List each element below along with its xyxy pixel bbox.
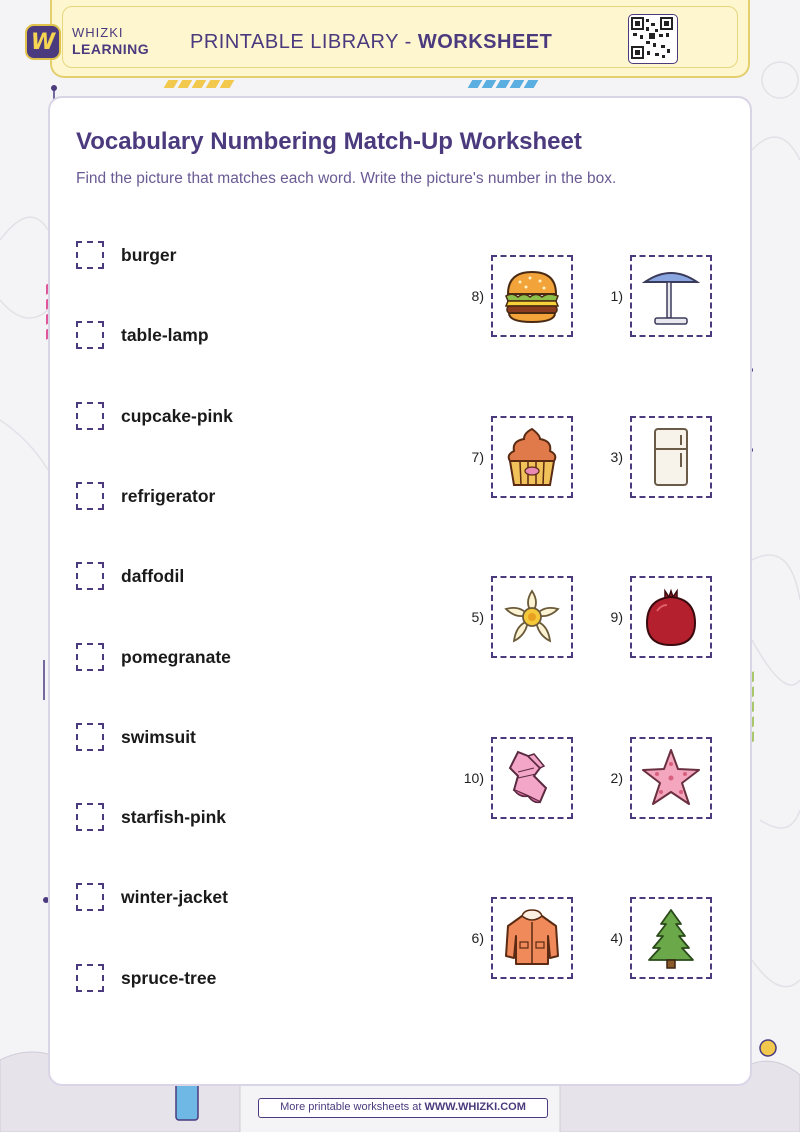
qr-code-icon xyxy=(628,14,678,64)
header-title xyxy=(190,31,552,54)
starfish-icon xyxy=(639,746,703,810)
table-lamp-icon xyxy=(639,264,703,328)
qr-code-pattern xyxy=(629,15,675,61)
picture-number: 7) xyxy=(471,449,484,465)
picture-number: 1) xyxy=(610,288,623,304)
answer-box[interactable] xyxy=(76,883,104,911)
daffodil-icon xyxy=(500,585,564,649)
picture-number: 4) xyxy=(610,930,623,946)
answer-box[interactable] xyxy=(76,241,104,269)
picture-box xyxy=(630,897,712,979)
answer-box[interactable] xyxy=(76,723,104,751)
picture-box xyxy=(630,255,712,337)
answer-box[interactable] xyxy=(76,321,104,349)
word-label: spruce-tree xyxy=(121,968,217,988)
word-label: cupcake-pink xyxy=(121,406,233,426)
word-label: swimsuit xyxy=(121,727,196,747)
header-title-bold: WORKSHEET xyxy=(417,31,553,53)
answer-box[interactable] xyxy=(76,402,104,430)
refrigerator-icon xyxy=(639,425,703,489)
burger-icon xyxy=(500,264,564,328)
picture-number: 9) xyxy=(610,609,623,625)
word-label: starfish-pink xyxy=(121,807,227,827)
jacket-icon xyxy=(500,906,564,970)
footer-site: WWW.WHIZKI.COM xyxy=(424,1101,526,1113)
picture-number: 6) xyxy=(471,930,484,946)
word-label: pomegranate xyxy=(121,647,231,667)
worksheet-instructions: Find the picture that matches each word. Write the picture's number in the box. xyxy=(76,170,617,187)
picture-box xyxy=(491,255,573,337)
spruce-tree-icon xyxy=(639,906,703,970)
picture-number: 2) xyxy=(610,770,623,786)
picture-number: 8) xyxy=(471,288,484,304)
answer-box[interactable] xyxy=(76,803,104,831)
pomegranate-icon xyxy=(639,585,703,649)
picture-box xyxy=(491,897,573,979)
answer-box[interactable] xyxy=(76,964,104,992)
word-label: burger xyxy=(121,245,177,265)
brand-name-bottom: LEARNING xyxy=(72,41,150,57)
cupcake-icon xyxy=(500,425,564,489)
word-label: daffodil xyxy=(121,566,185,586)
blue-stripe-decoration xyxy=(470,80,536,90)
answer-box[interactable] xyxy=(76,482,104,510)
worksheet-title: Vocabulary Numbering Match-Up Worksheet xyxy=(76,128,582,155)
word-label: refrigerator xyxy=(121,486,216,506)
yellow-stripe-decoration xyxy=(166,80,232,90)
answer-box[interactable] xyxy=(76,562,104,590)
picture-number: 5) xyxy=(471,609,484,625)
picture-box xyxy=(630,737,712,819)
picture-box xyxy=(630,576,712,658)
footer-prefix: More printable worksheets at xyxy=(280,1101,425,1113)
word-label: table-lamp xyxy=(121,325,209,345)
footer-link[interactable] xyxy=(258,1098,548,1118)
header-title-prefix: PRINTABLE LIBRARY - xyxy=(190,31,418,53)
picture-number: 10) xyxy=(463,770,484,786)
picture-number: 3) xyxy=(610,449,623,465)
swimsuit-icon xyxy=(500,746,564,810)
brand-name-top: WHIZKI xyxy=(72,25,124,40)
picture-box xyxy=(491,576,573,658)
picture-box xyxy=(491,416,573,498)
word-label: winter-jacket xyxy=(121,887,228,907)
whizki-logo-icon: W xyxy=(25,24,61,60)
picture-box xyxy=(630,416,712,498)
answer-box[interactable] xyxy=(76,643,104,671)
picture-box xyxy=(491,737,573,819)
